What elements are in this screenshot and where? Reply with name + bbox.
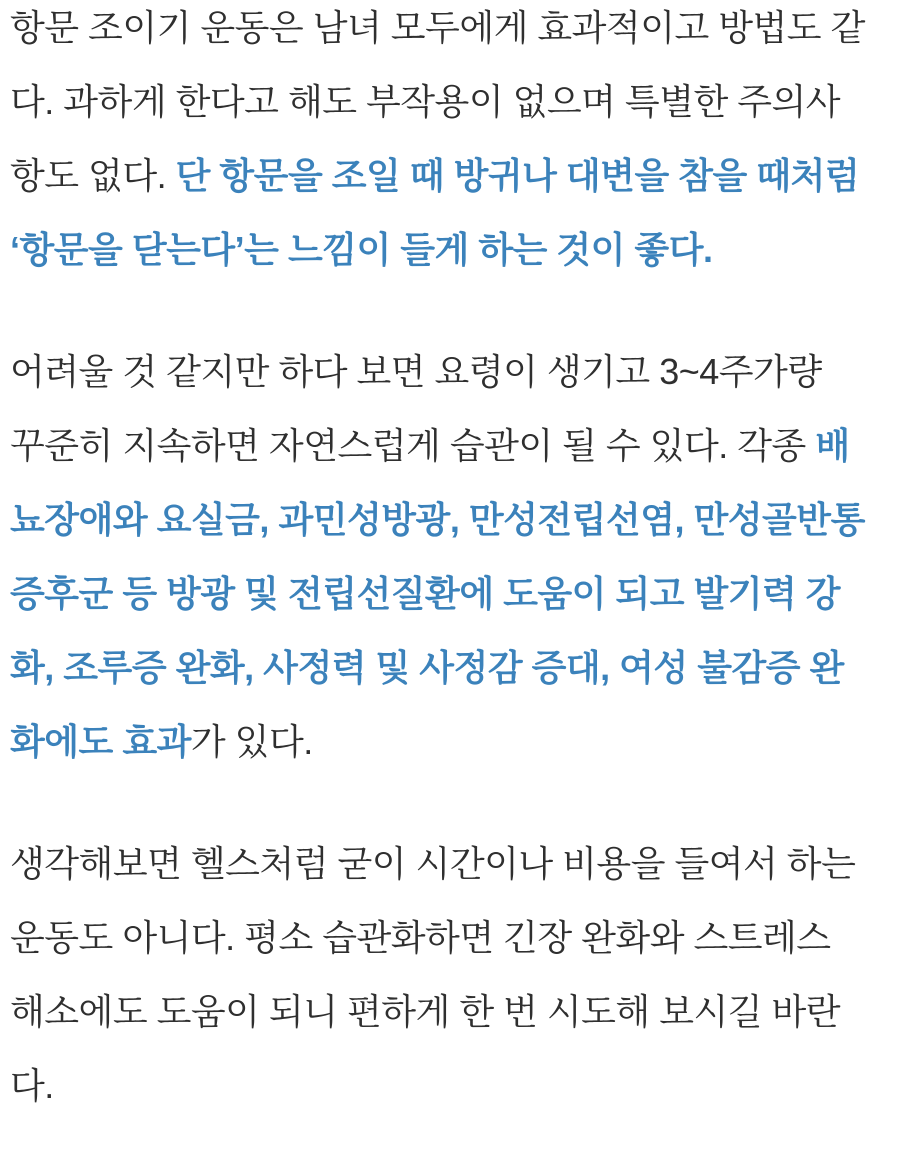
body-text: 다. xyxy=(10,1065,54,1106)
paragraph xyxy=(10,335,890,779)
body-text: 꾸준히 지속하면 자연스럽게 습관이 될 수 있다. 각종 xyxy=(10,425,816,466)
body-text: 어려울 것 같지만 하다 보면 요령이 생기고 3~4주가량 xyxy=(10,351,822,392)
body-text: 가 있다. xyxy=(190,721,313,762)
text-line xyxy=(10,213,890,287)
body-text: 항문 조이기 운동은 남녀 모두에게 효과적이고 방법도 같 xyxy=(10,7,865,48)
highlighted-text: 뇨장애와 요실금, 과민성방광, 만성전립선염, 만성골반통 xyxy=(10,499,865,540)
paragraph xyxy=(10,827,890,1123)
text-line xyxy=(10,409,890,483)
body-text: 운동도 아니다. 평소 습관화하면 긴장 완화와 스트레스 xyxy=(10,917,831,958)
text-line xyxy=(10,1049,890,1123)
text-line xyxy=(10,483,890,557)
highlighted-text: 배 xyxy=(815,425,850,466)
body-text: 다. 과하게 한다고 해도 부작용이 없으며 특별한 주의사 xyxy=(10,81,841,122)
text-line xyxy=(10,975,890,1049)
highlighted-text: 단 항문을 조일 때 방귀나 대변을 참을 때처럼 xyxy=(175,155,860,196)
paragraph xyxy=(10,0,890,287)
text-line xyxy=(10,65,890,139)
highlighted-text: 화, 조루증 완화, 사정력 및 사정감 증대, 여성 불감증 완 xyxy=(10,647,844,688)
text-line xyxy=(10,827,890,901)
text-line xyxy=(10,631,890,705)
highlighted-text: 화에도 효과 xyxy=(10,721,191,762)
highlighted-text: 증후군 등 방광 및 전립선질환에 도움이 되고 발기력 강 xyxy=(10,573,841,614)
text-line xyxy=(10,335,890,409)
body-text: 생각해보면 헬스처럼 굳이 시간이나 비용을 들여서 하는 xyxy=(10,843,856,884)
text-line xyxy=(10,0,890,65)
text-line xyxy=(10,705,890,779)
highlighted-text: ‘항문을 닫는다’는 느낌이 들게 하는 것이 좋다. xyxy=(10,229,713,270)
body-text: 항도 없다. xyxy=(10,155,176,196)
body-text: 해소에도 도움이 되니 편하게 한 번 시도해 보시길 바란 xyxy=(10,991,841,1032)
text-line xyxy=(10,557,890,631)
text-line xyxy=(10,901,890,975)
text-line xyxy=(10,139,890,213)
